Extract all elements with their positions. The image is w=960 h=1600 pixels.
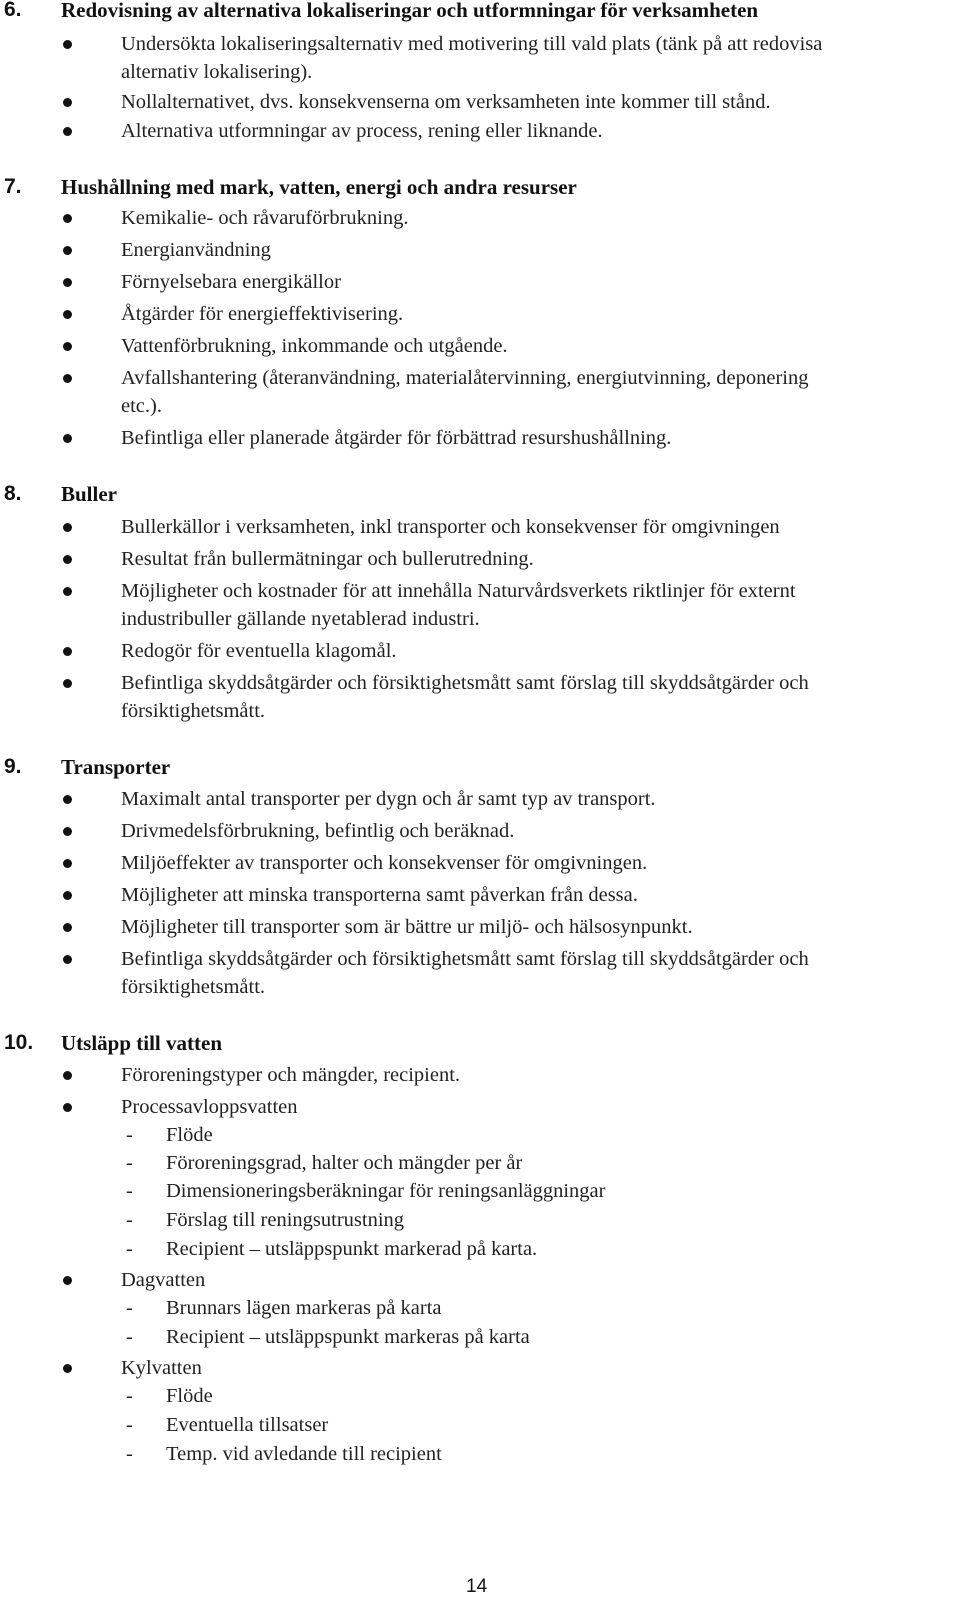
list-item-continuation: försiktighetsmått. (121, 700, 266, 722)
bullet-icon (63, 40, 72, 49)
sub-list-item: Förslag till reningsutrustning (166, 1209, 405, 1231)
list-item: Resultat från bullermätningar och bullerutredning. (121, 548, 534, 570)
list-item: Möjligheter och kostnader för att innehålla Naturvårdsverkets riktlinjer för externt (121, 580, 796, 602)
section-title: Transporter (61, 755, 171, 779)
bullet-icon (63, 310, 72, 319)
list-item: Befintliga skyddsåtgärder och försiktighetsmått samt förslag till skyddsåtgärder och (121, 672, 809, 694)
list-item: Befintliga skyddsåtgärder och försiktighetsmått samt förslag till skyddsåtgärder och (121, 948, 809, 970)
list-item: Alternativa utformningar av process, rening eller liknande. (121, 120, 603, 142)
sub-list-item: Temp. vid avledande till recipient (166, 1443, 442, 1465)
bullet-icon (63, 679, 72, 688)
list-item: Kylvatten (121, 1357, 202, 1379)
page-number: 14 (466, 1576, 488, 1597)
section-number: 6. (4, 0, 22, 21)
dash-marker: - (126, 1238, 133, 1260)
sub-list-item: Brunnars lägen markeras på karta (166, 1297, 442, 1319)
list-item: Processavloppsvatten (121, 1096, 298, 1118)
bullet-icon (63, 374, 72, 383)
section-number: 10. (4, 1031, 34, 1054)
bullet-icon (63, 246, 72, 255)
section-title: Redovisning av alternativa lokaliseringar och utformningar för verksamheten (61, 0, 759, 22)
dash-marker: - (126, 1414, 133, 1436)
list-item: Vattenförbrukning, inkommande och utgående. (121, 335, 508, 357)
bullet-icon (63, 647, 72, 656)
bullet-icon (63, 555, 72, 564)
list-item: Förnyelsebara energikällor (121, 271, 341, 293)
sub-list-item: Recipient – utsläppspunkt markerad på karta. (166, 1238, 538, 1260)
section-number: 8. (4, 482, 22, 505)
sub-list-item: Recipient – utsläppspunkt markeras på karta (166, 1326, 530, 1348)
list-item: Energianvändning (121, 239, 271, 261)
bullet-icon (63, 795, 72, 804)
list-item: Miljöeffekter av transporter och konsekvenser för omgivningen. (121, 852, 648, 874)
list-item: Befintliga eller planerade åtgärder för förbättrad resurshushållning. (121, 427, 672, 449)
bullet-icon (63, 278, 72, 287)
bullet-icon (63, 1276, 72, 1285)
list-item: Möjligheter till transporter som är bättre ur miljö- och hälsosynpunkt. (121, 916, 693, 938)
dash-marker: - (126, 1385, 133, 1407)
list-item: Maximalt antal transporter per dygn och år samt typ av transport. (121, 788, 656, 810)
bullet-icon (63, 214, 72, 223)
sub-list-item: Flöde (166, 1124, 213, 1146)
dash-marker: - (126, 1297, 133, 1319)
list-item: Redogör för eventuella klagomål. (121, 640, 397, 662)
list-item: Kemikalie- och råvaruförbrukning. (121, 207, 409, 229)
bullet-icon (63, 98, 72, 107)
list-item-continuation: alternativ lokalisering). (121, 61, 313, 83)
section-title: Buller (61, 482, 117, 506)
bullet-icon (63, 859, 72, 868)
bullet-icon (63, 1103, 72, 1112)
list-item: Dagvatten (121, 1269, 206, 1291)
list-item: Drivmedelsförbrukning, befintlig och beräknad. (121, 820, 515, 842)
section-title: Utsläpp till vatten (61, 1031, 223, 1055)
list-item: Föroreningstyper och mängder, recipient. (121, 1064, 461, 1086)
bullet-icon (63, 827, 72, 836)
bullet-icon (63, 923, 72, 932)
section-number: 9. (4, 755, 22, 778)
bullet-icon (63, 587, 72, 596)
section-title: Hushållning med mark, vatten, energi och andra resurser (61, 175, 577, 199)
dash-marker: - (126, 1124, 133, 1146)
sub-list-item: Föroreningsgrad, halter och mängder per år (166, 1152, 523, 1174)
bullet-icon (63, 1071, 72, 1080)
list-item-continuation: industribuller gällande nyetablerad industri. (121, 608, 480, 630)
dash-marker: - (126, 1180, 133, 1202)
dash-marker: - (126, 1209, 133, 1231)
list-item: Nollalternativet, dvs. konsekvenserna om verksamheten inte kommer till stånd. (121, 91, 771, 113)
dash-marker: - (126, 1152, 133, 1174)
bullet-icon (63, 523, 72, 532)
sub-list-item: Flöde (166, 1385, 213, 1407)
list-item-continuation: etc.). (121, 395, 162, 417)
bullet-icon (63, 1364, 72, 1373)
sub-list-item: Dimensioneringsberäkningar för reningsanläggningar (166, 1180, 606, 1202)
bullet-icon (63, 891, 72, 900)
section-number: 7. (4, 175, 22, 198)
list-item: Möjligheter att minska transporterna samt påverkan från dessa. (121, 884, 638, 906)
bullet-icon (63, 127, 72, 136)
sub-list-item: Eventuella tillsatser (166, 1414, 329, 1436)
list-item-continuation: försiktighetsmått. (121, 976, 266, 998)
list-item: Undersökta lokaliseringsalternativ med motivering till vald plats (tänk på att redovisa (121, 33, 823, 55)
list-item: Avfallshantering (återanvändning, materialåtervinning, energiutvinning, deponering (121, 367, 809, 389)
list-item: Åtgärder för energieffektivisering. (121, 303, 404, 325)
bullet-icon (63, 955, 72, 964)
bullet-icon (63, 342, 72, 351)
dash-marker: - (126, 1326, 133, 1348)
dash-marker: - (126, 1443, 133, 1465)
list-item: Bullerkällor i verksamheten, inkl transporter och konsekvenser för omgivningen (121, 516, 780, 538)
bullet-icon (63, 434, 72, 443)
